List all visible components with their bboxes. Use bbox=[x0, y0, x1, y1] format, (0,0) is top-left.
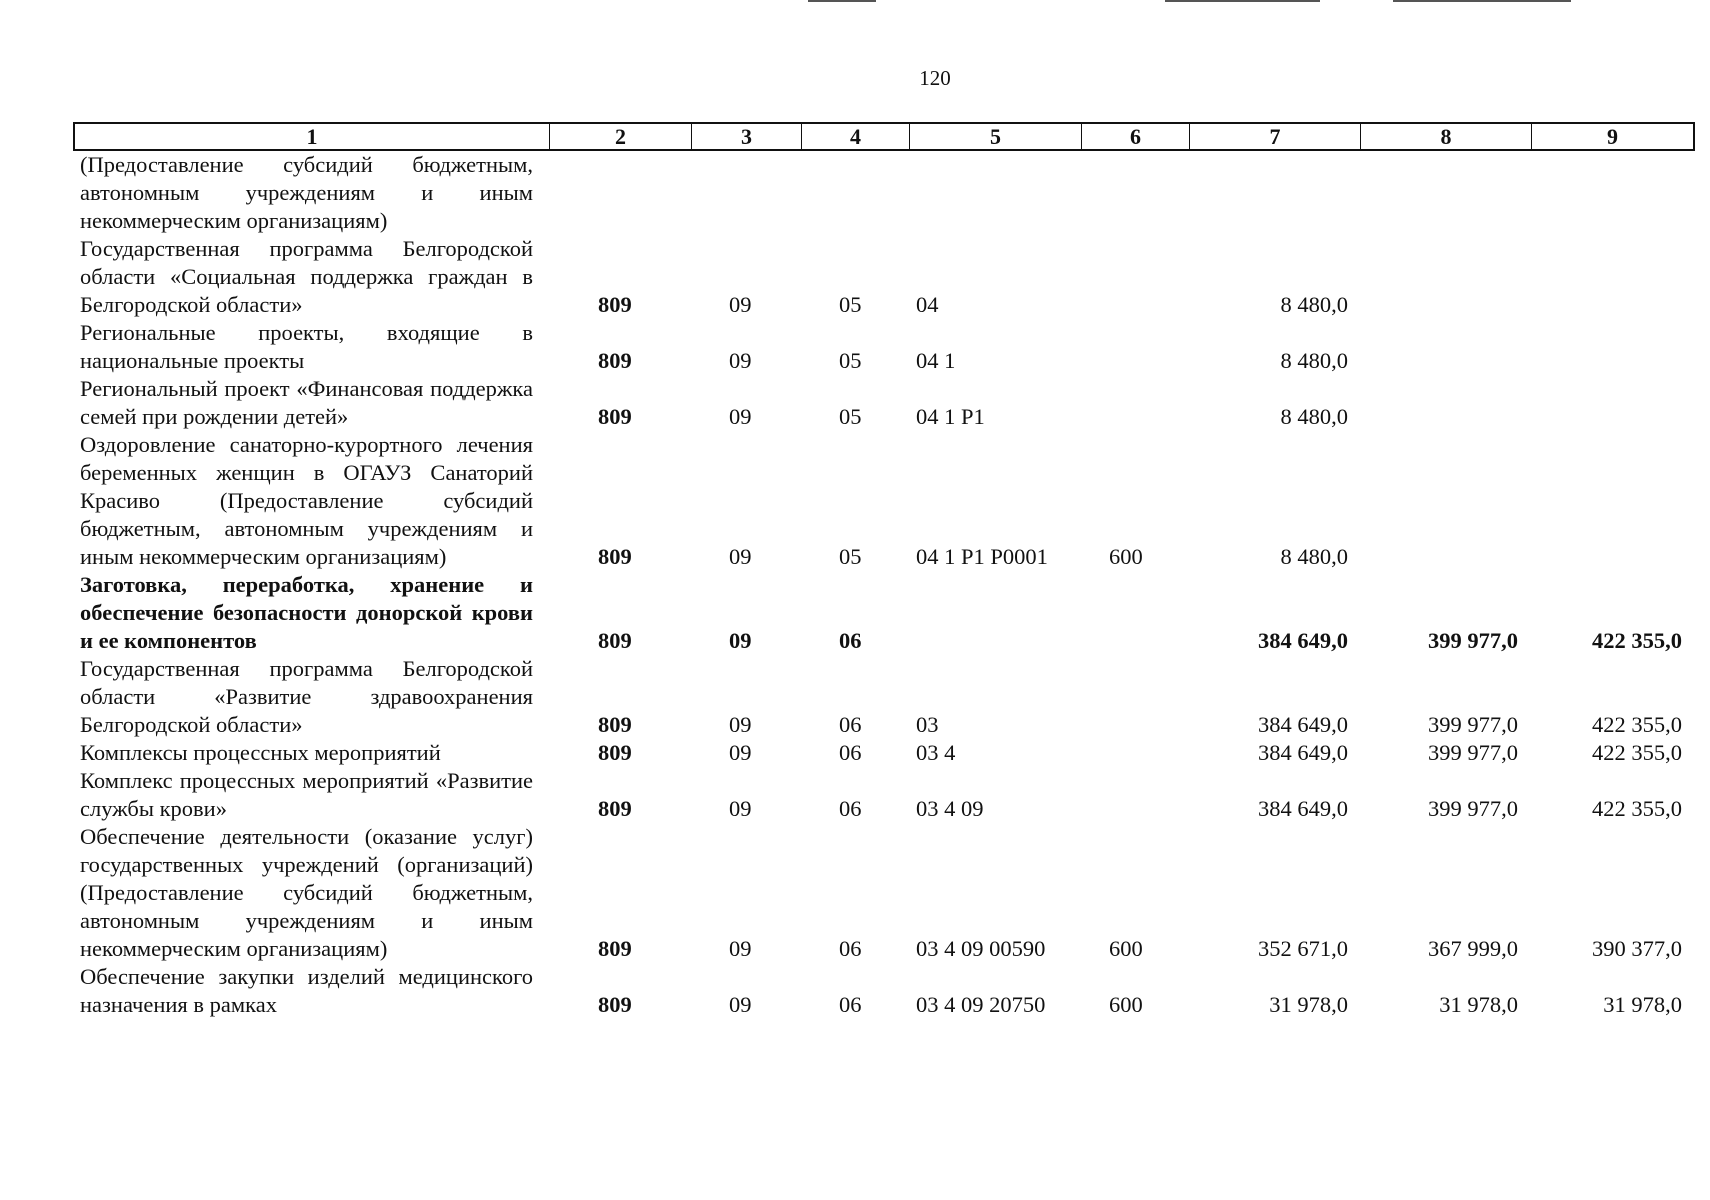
cell-col-7: 8 480,0 bbox=[1280, 404, 1348, 429]
cell-col-9: 390 377,0 bbox=[1592, 936, 1682, 961]
table-row bbox=[0, 431, 1710, 571]
cell-col-4: 05 bbox=[839, 404, 862, 429]
column-header-4: 4 bbox=[802, 124, 910, 149]
cell-col-3: 09 bbox=[729, 404, 752, 429]
row-description: Региональный проект «Финансовая поддержка семей при рождении детей» bbox=[80, 376, 533, 429]
cell-col-4: 06 bbox=[839, 796, 862, 821]
cell-col-3: 09 bbox=[729, 628, 752, 653]
cell-col-4: 05 bbox=[839, 292, 862, 317]
cell-col-9: 422 355,0 bbox=[1592, 796, 1682, 821]
table-row bbox=[0, 655, 1710, 739]
cell-col-7: 384 649,0 bbox=[1258, 628, 1348, 653]
cell-col-7: 31 978,0 bbox=[1269, 992, 1348, 1017]
cell-col-2: 809 bbox=[598, 348, 632, 373]
row-description: Государственная программа Белгородской области «Социальная поддержка граждан в Белгородской области» bbox=[80, 236, 533, 317]
cell-col-3: 09 bbox=[729, 544, 752, 569]
cell-col-2: 809 bbox=[598, 740, 632, 765]
table-row bbox=[0, 235, 1710, 319]
scan-edge-line bbox=[808, 0, 876, 2]
cell-col-9: 422 355,0 bbox=[1592, 628, 1682, 653]
cell-col-5: 03 bbox=[916, 712, 939, 737]
table-row bbox=[0, 963, 1710, 1019]
cell-col-5: 03 4 bbox=[916, 740, 956, 765]
cell-col-5: 04 1 Р1 Р0001 bbox=[916, 544, 1048, 569]
cell-col-4: 06 bbox=[839, 992, 862, 1017]
row-description: (Предоставление субсидий бюджетным, автономным учреждениям и иным некоммерческим организациям) bbox=[80, 152, 533, 233]
cell-col-8: 399 977,0 bbox=[1428, 740, 1518, 765]
cell-col-2: 809 bbox=[598, 544, 632, 569]
column-header-5: 5 bbox=[910, 124, 1082, 149]
cell-col-3: 09 bbox=[729, 712, 752, 737]
cell-col-2: 809 bbox=[598, 712, 632, 737]
row-description: Государственная программа Белгородской области «Развитие здравоохранения Белгородской области» bbox=[80, 656, 533, 737]
cell-col-2: 809 bbox=[598, 628, 632, 653]
cell-col-8: 31 978,0 bbox=[1439, 992, 1518, 1017]
scan-edge-line bbox=[1165, 0, 1320, 2]
row-description: Комплексы процессных мероприятий bbox=[80, 740, 441, 765]
cell-col-6: 600 bbox=[1109, 992, 1143, 1017]
cell-col-2: 809 bbox=[598, 404, 632, 429]
cell-col-7: 384 649,0 bbox=[1258, 796, 1348, 821]
column-header-1: 1 bbox=[75, 124, 550, 149]
cell-col-3: 09 bbox=[729, 796, 752, 821]
cell-col-8: 399 977,0 bbox=[1428, 796, 1518, 821]
cell-col-7: 384 649,0 bbox=[1258, 712, 1348, 737]
column-header-9: 9 bbox=[1607, 123, 1618, 149]
table-row bbox=[0, 151, 1710, 235]
cell-col-8: 367 999,0 bbox=[1428, 936, 1518, 961]
row-description: Обеспечение деятельности (оказание услуг) государственных учреждений (организаций) (Предоставление субсидий бюджетным, автономным учреждениям и иным некоммерческим организациям) bbox=[80, 824, 533, 961]
cell-col-5: 03 4 09 00590 bbox=[916, 936, 1046, 961]
cell-col-5: 03 4 09 20750 bbox=[916, 992, 1046, 1017]
table-body bbox=[0, 151, 1710, 1019]
cell-col-3: 09 bbox=[729, 936, 752, 961]
table-row bbox=[0, 823, 1710, 963]
table-row bbox=[0, 571, 1710, 655]
cell-col-4: 06 bbox=[839, 740, 862, 765]
cell-col-8: 399 977,0 bbox=[1428, 628, 1518, 653]
cell-col-2: 809 bbox=[598, 796, 632, 821]
cell-col-7: 384 649,0 bbox=[1258, 740, 1348, 765]
cell-col-8: 399 977,0 bbox=[1428, 712, 1518, 737]
cell-col-7: 8 480,0 bbox=[1280, 292, 1348, 317]
cell-col-4: 06 bbox=[839, 936, 862, 961]
row-description: Региональные проекты, входящие в национальные проекты bbox=[80, 320, 533, 373]
column-header-7: 7 bbox=[1190, 124, 1361, 149]
cell-col-5: 04 1 Р1 bbox=[916, 404, 985, 429]
cell-col-9: 422 355,0 bbox=[1592, 712, 1682, 737]
cell-col-5: 04 1 bbox=[916, 348, 956, 373]
cell-col-7: 8 480,0 bbox=[1280, 544, 1348, 569]
cell-col-4: 05 bbox=[839, 348, 862, 373]
table-row bbox=[0, 319, 1710, 375]
cell-col-3: 09 bbox=[729, 740, 752, 765]
cell-col-7: 352 671,0 bbox=[1258, 936, 1348, 961]
cell-col-2: 809 bbox=[598, 992, 632, 1017]
cell-col-6: 600 bbox=[1109, 936, 1143, 961]
cell-col-4: 06 bbox=[839, 712, 862, 737]
cell-col-4: 05 bbox=[839, 544, 862, 569]
table-column-header bbox=[73, 122, 1695, 151]
row-description: Оздоровление санаторно-курортного лечения беременных женщин в ОГАУЗ Санаторий Красиво (Предоставление субсидий бюджетным, автономным учреждениям и иным некоммерческим организациям) bbox=[80, 432, 533, 569]
table-row bbox=[0, 739, 1710, 767]
cell-col-3: 09 bbox=[729, 992, 752, 1017]
cell-col-5: 03 4 09 bbox=[916, 796, 984, 821]
table-row bbox=[0, 375, 1710, 431]
table-row bbox=[0, 767, 1710, 823]
row-description: Обеспечение закупки изделий медицинского назначения в рамках bbox=[80, 964, 533, 1017]
page-number: 120 bbox=[919, 66, 951, 90]
cell-col-2: 809 bbox=[598, 936, 632, 961]
scan-edge-line bbox=[1393, 0, 1571, 2]
column-header-2: 2 bbox=[550, 124, 692, 149]
cell-col-2: 809 bbox=[598, 292, 632, 317]
row-description: Комплекс процессных мероприятий «Развитие службы крови» bbox=[80, 768, 533, 821]
cell-col-3: 09 bbox=[729, 348, 752, 373]
cell-col-5: 04 bbox=[916, 292, 939, 317]
cell-col-9: 422 355,0 bbox=[1592, 740, 1682, 765]
cell-col-6: 600 bbox=[1109, 544, 1143, 569]
cell-col-9: 31 978,0 bbox=[1603, 992, 1682, 1017]
cell-col-4: 06 bbox=[839, 628, 862, 653]
cell-col-7: 8 480,0 bbox=[1280, 348, 1348, 373]
column-header-6: 6 bbox=[1082, 124, 1190, 149]
column-header-8: 8 bbox=[1361, 124, 1532, 149]
row-description: Заготовка, переработка, хранение и обеспечение безопасности донорской крови и ее компонентов bbox=[80, 572, 533, 653]
cell-col-3: 09 bbox=[729, 292, 752, 317]
column-header-3: 3 bbox=[692, 124, 802, 149]
